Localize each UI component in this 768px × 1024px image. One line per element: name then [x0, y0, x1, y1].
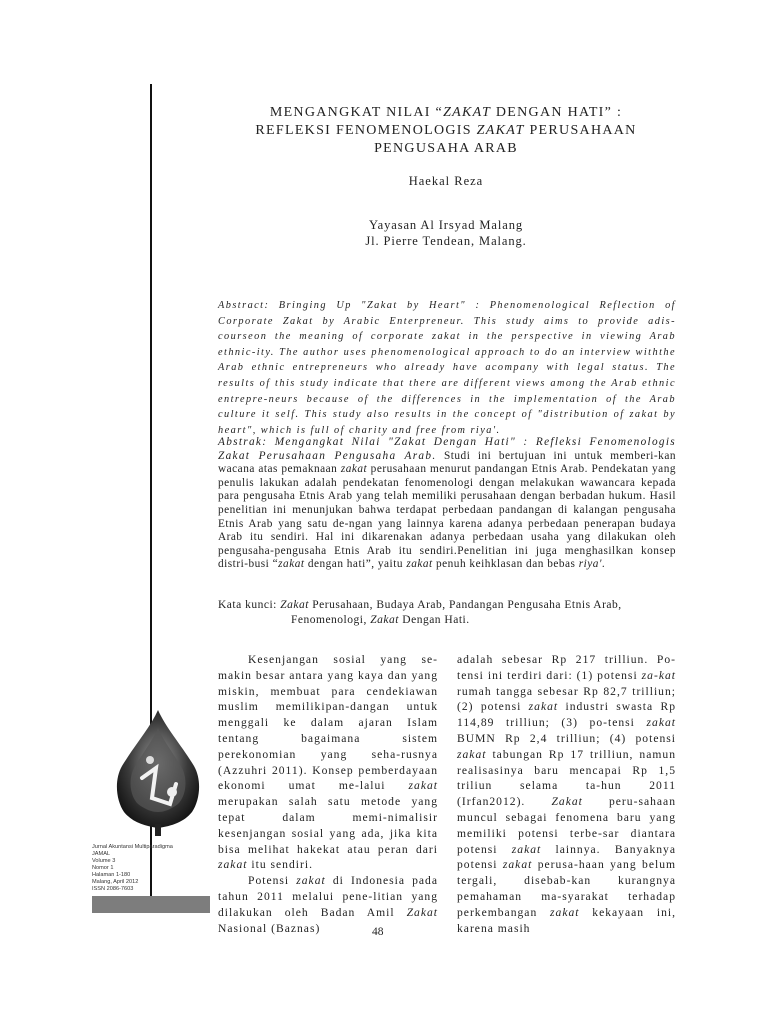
- abstract-id-lead: Abstrak: Mengangkat Nilai "Zakat Dengan Hati" : Refleksi Fenomenologis Zakat Perusahaan Pengusaha Arab.: [218, 436, 676, 462]
- author-name: Haekal Reza: [408, 174, 484, 188]
- journal-wayang-logo-icon: [112, 708, 204, 836]
- body-zakat: zakat: [511, 842, 542, 856]
- title-line1-pre: MENGANGKAT NILAI “: [269, 105, 444, 120]
- journal-pages: Halaman 1-180: [92, 872, 131, 878]
- body-text: peru-sahaan muncul sebagai fenomena baru yang memiliki potensi terbe-sar diantara potensi: [457, 795, 676, 856]
- body-text: BUMN Rp 2,4 trilliun; (4) potensi: [457, 731, 676, 745]
- body-paragraph: [218, 652, 438, 873]
- journal-date: Malang, April 2012: [92, 879, 139, 885]
- title-line2-pre: REFLEKSI FENOMENOLOGIS: [255, 123, 477, 138]
- body-paragraph: [457, 652, 676, 936]
- keywords-line2: [218, 613, 676, 628]
- title-line2-zakat: ZAKAT: [476, 123, 525, 138]
- body-zakat: zakat: [528, 700, 559, 714]
- abstract-id-zakat: zakat: [278, 558, 305, 571]
- title-line2-post: PERUSAHAAN: [524, 123, 637, 138]
- body-zakat: zakat: [408, 779, 438, 793]
- abstract-id-zakat: zakat: [406, 558, 433, 571]
- body-text: lainnya. Banyaknya potensi: [457, 842, 677, 872]
- abstract-id-text: perusahaan menurut pandangan Etnis Arab. Pendekatan yang penulis lakukan adalah pendekatan fenomenologi dengan melakukan wawancara kepada para pengusaha Etnis Arab yang telah memiliki perusahaan dengan berbadan hukum. Hasil penelitian ini menunjukan bahwa terdapat perbedaan pandangan di kalangan pengusaha Etnis Arab yang satu de-ngan yang lainnya karena adanya perbedaan penerapan budaya Arab itu sendiri. Hal ini dikarenakan adanya perbedaan usaha yang dilakukan oleh pengusaha-pengusaha Etnis Arab itu sendiri.Penelitian ini juga menghasilkan konsep distri-busi “: [218, 463, 676, 571]
- body-zakat: zakat: [646, 716, 676, 730]
- keywords: [218, 598, 676, 628]
- affiliation-line1: Yayasan Al Irsyad Malang: [369, 218, 523, 232]
- journal-name: Jurnal Akuntansi Multiparadigma: [92, 844, 173, 850]
- body-zakat: Zakat: [406, 905, 438, 919]
- body-text: perusa-haan yang belum tergali, disebab-kan kurangnya pemahaman ma-syarakat terhadap perkembangan: [457, 858, 677, 919]
- title-line1-post: DENGAN HATI” :: [491, 105, 623, 120]
- title-line3: PENGUSAHA ARAB: [374, 141, 518, 156]
- body-zakat: Zakat: [551, 795, 583, 809]
- journal-abbrev: JAMAL: [92, 851, 111, 857]
- body-column-left: [218, 652, 438, 936]
- body-zakat: zakat: [550, 905, 580, 919]
- keywords-text: Fenomenologi,: [291, 614, 371, 626]
- body-text: adalah sebesar Rp 217 trilliun. Po-tensi ini terdiri dari: (1) potensi: [457, 653, 676, 682]
- page-number: 48: [372, 926, 384, 938]
- journal-info: [92, 844, 173, 893]
- keyword-zakat: Zakat: [370, 614, 399, 626]
- abstract-id-zakat: zakat: [340, 463, 368, 476]
- journal-volume: Volume 3: [92, 858, 116, 864]
- journal-number: Nomor 1: [92, 865, 114, 871]
- affiliation: [218, 217, 674, 249]
- body-text: di Indonesia pada tahun 2011 melalui pene-litian yang dilakukan oleh Badan Amil: [218, 874, 439, 919]
- body-text: merupakan salah satu metode yang tepat dalam memi-nimalisir kesenjangan sosial yang ada, jika kita bisa melihat hakekat atau peran dari: [218, 795, 438, 856]
- title-line1-zakat: ZAKAT: [443, 105, 492, 120]
- body-zakat: zakat: [218, 858, 248, 872]
- body-text: kekayaan ini, karena masih: [457, 905, 676, 935]
- body-paragraph: [218, 873, 438, 936]
- affiliation-line2: Jl. Pierre Tendean, Malang.: [365, 234, 527, 248]
- body-zakat: zakat: [457, 747, 487, 761]
- abstract-id-riya: riya': [578, 558, 602, 571]
- abstract-id-text: penuh keihklasan dan bebas: [432, 558, 579, 571]
- keywords-label: Kata kunci:: [218, 599, 281, 611]
- body-text: industri swasta Rp 114,89 trilliun; (3) po-tensi: [457, 700, 677, 730]
- abstract-id-text: .: [601, 558, 606, 571]
- body-text: tabungan Rp 17 trilliun, namun realisasinya baru mencapai Rp 1,5 triliun selama ta-hun 2011 (Irfan2012).: [457, 747, 676, 809]
- body-zakat: zakat: [296, 874, 326, 888]
- keywords-text: Dengan Hati.: [398, 614, 470, 626]
- body-zakat: za-kat: [641, 668, 676, 682]
- body-text: itu sendiri.: [247, 858, 313, 872]
- body-text: Kesenjangan sosial yang se-makin besar antara yang kaya dan yang miskin, membuat para cendekiawan muslim memilikipan-dangan untuk menggali ke dalam ajaran Islam tentang bagaimana sistem perekonomian yang seha-rusnya (Azzuhri 2011). Konsep pemberdayaan ekonomi umat me-lalui: [218, 653, 438, 793]
- keywords-text: Perusahaan, Budaya Arab, Pandangan Pengusaha Etnis Arab,: [308, 599, 622, 611]
- abstract-english: Abstract: Bringing Up "Zakat by Heart" : Phenomenological Reflection of Corporate Zakat by Arabic Enterpreneur. This study aims to provide adis-courseon the meaning of corporate zakat in the perspective in viewing Arab ethnic-ity. The author uses phenomenological approach to do an interview withthe Arab ethnic entrepreneurs who already have acompany with legal status. The results of this study indicate that there are different views among the Arab ethnic entrepre-neurs because of the differences in the implementation of the Arab culture it self. This study also results in the concept of "distribution of zakat by heart", which is full of charity and free from riya'.: [218, 300, 676, 436]
- paper-title: [218, 104, 674, 158]
- gray-bar: [92, 896, 210, 913]
- abstract-id-text: Studi ini bertujuan ini untuk memberi-kan wacana atas pemaknaan: [218, 449, 676, 476]
- body-text: Potensi: [248, 874, 297, 888]
- body-zakat: zakat: [502, 858, 533, 872]
- journal-issn: ISSN 2086-7603: [92, 886, 134, 892]
- body-text: Nasional (Baznas): [218, 921, 321, 935]
- abstract-id-text: dengan hati”, yaitu: [304, 558, 407, 571]
- keyword-zakat: Zakat: [280, 599, 309, 611]
- abstract-indonesian: [218, 436, 676, 572]
- body-column-right: [457, 652, 676, 936]
- body-text: rumah tangga sebesar Rp 82,7 trilliun; (2) potensi: [457, 684, 676, 714]
